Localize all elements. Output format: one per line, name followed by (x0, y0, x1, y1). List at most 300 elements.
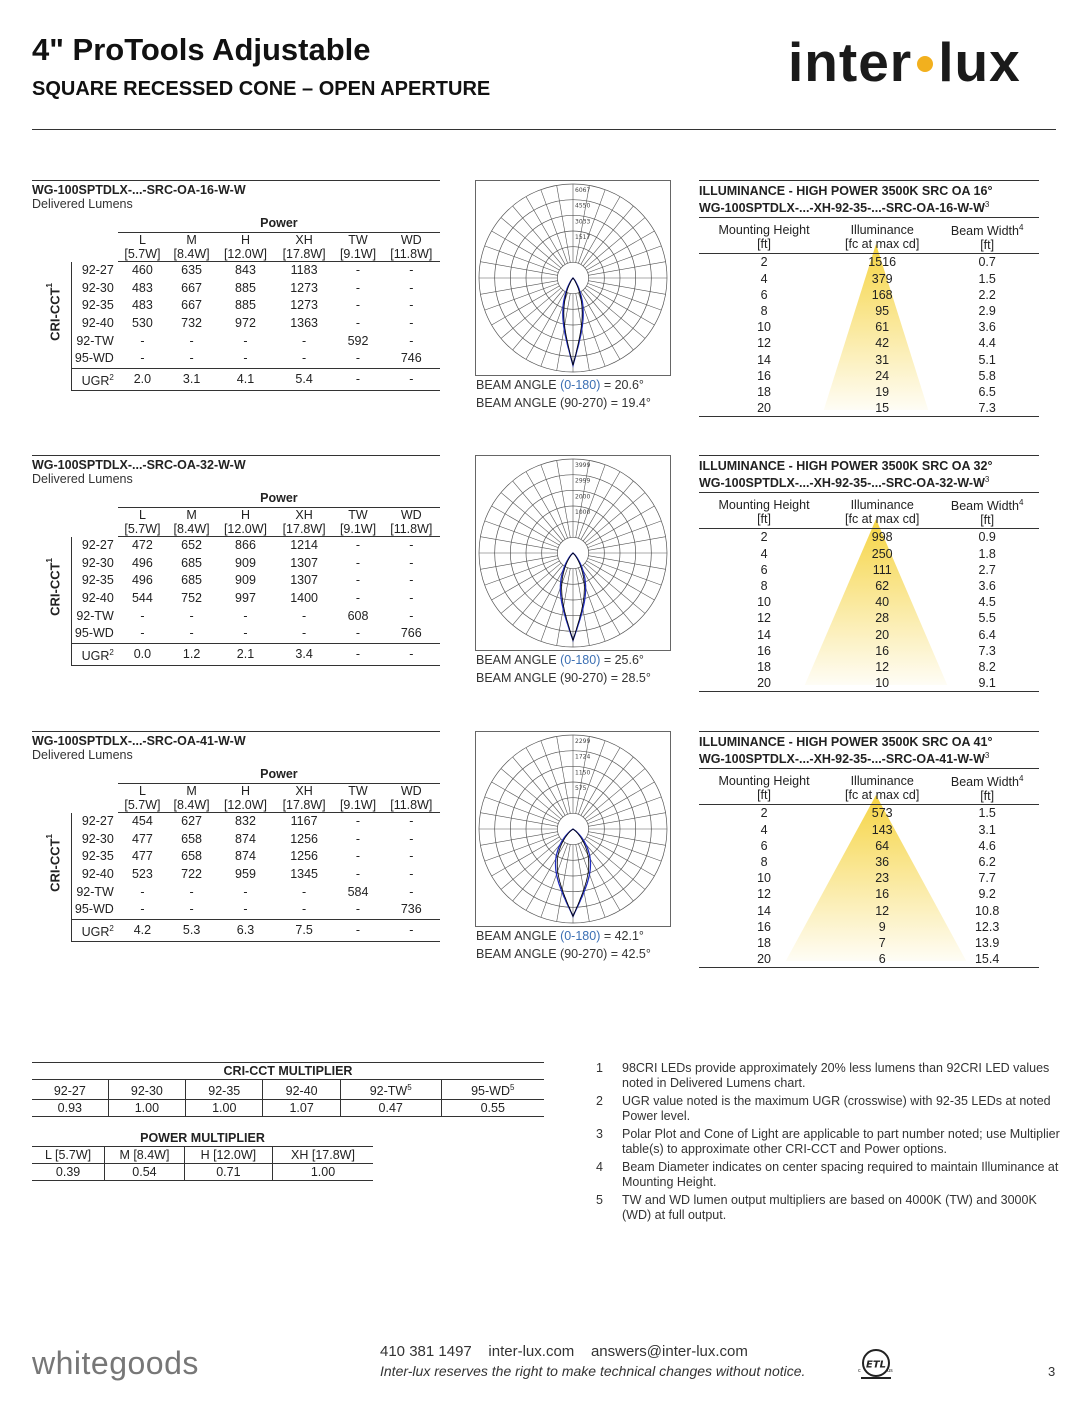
beam-angle-90-270: BEAM ANGLE (90-270) = 28.5° (476, 671, 651, 685)
beam-width: 1.5 (978, 806, 996, 821)
table-row (699, 919, 1039, 935)
illuminance-value: 998 (871, 530, 893, 545)
lumen-value: 496 (131, 555, 153, 570)
table-row (699, 254, 1039, 271)
power-col-watt: [9.1W] (333, 798, 382, 813)
polar-spoke (501, 769, 561, 819)
beam-angles (476, 927, 651, 963)
power-col-code: L (138, 508, 146, 522)
table-row (699, 626, 1039, 642)
table-row (32, 315, 440, 333)
illuminance-value: 250 (871, 546, 893, 561)
table-row (699, 594, 1039, 610)
power-mult-label: M [8.4W] (105, 1147, 185, 1164)
lumen-value: - (189, 884, 194, 899)
cri-mult-value: 0.47 (340, 1100, 441, 1117)
brand-logo (788, 30, 1021, 94)
power-col-watt: [9.1W] (333, 522, 382, 537)
table-row (32, 901, 440, 919)
cri-mult-value: 1.00 (108, 1100, 185, 1117)
power-col-code: L (138, 233, 146, 247)
beam-width: 7.3 (935, 400, 1039, 417)
beam-width: 10.8 (974, 903, 1000, 918)
lumen-value: 608 (347, 608, 369, 623)
footnote: 5 TW and WD lumen output multipliers are based on 4000K (TW) and 3000K (WD) at full output. (596, 1193, 1037, 1222)
row-label: 95-WD (72, 901, 118, 919)
lumen-value: 1273 (290, 298, 319, 313)
power-col-watt: [17.8W] (275, 798, 334, 813)
mounting-height: 14 (757, 352, 771, 367)
beam-width: 13.9 (974, 935, 1000, 950)
mounting-height: 4 (760, 822, 768, 837)
illuminance-value: 23 (875, 871, 890, 886)
page-subtitle: SQUARE RECESSED CONE – OPEN APERTURE (32, 78, 491, 100)
beam-width: 8.2 (978, 659, 996, 674)
power-col-watt: [11.8W] (383, 798, 440, 813)
table-row (699, 384, 1039, 400)
etl-listed-icon (855, 1348, 897, 1380)
lumen-value: - (140, 902, 145, 917)
lumen-value: 885 (235, 280, 256, 295)
lumen-value: - (355, 538, 361, 553)
illuminance-value: 20 (875, 627, 890, 642)
lumen-value: 874 (235, 849, 256, 864)
lumen-value: - (409, 849, 414, 864)
col-mounting-height: Mounting Height [ft] (699, 493, 829, 529)
table-row (32, 537, 440, 555)
footnote: 4 Beam Diameter indicates on center spacing required to maintain Illuminance at Mounting Height. (596, 1160, 1059, 1189)
lumen-value: - (355, 867, 361, 882)
power-col-watt: [5.7W] (118, 247, 167, 262)
delivered-lumens-label: Delivered Lumens (32, 748, 133, 762)
lumen-value: 477 (131, 849, 153, 864)
lumen-value: 635 (181, 263, 203, 278)
lumen-value: 592 (347, 333, 369, 348)
mounting-height: 8 (760, 303, 768, 318)
illuminance-value: 40 (875, 595, 890, 610)
illuminance-value: 16 (875, 887, 890, 902)
table-row (699, 935, 1039, 951)
power-col-watt: [17.8W] (275, 522, 334, 537)
table-row (32, 555, 440, 573)
lumen-value: 832 (235, 814, 256, 829)
ugr-value: - (383, 643, 440, 665)
lumen-value: - (409, 280, 414, 295)
polar-spoke (585, 563, 645, 613)
ugr-value: - (333, 368, 382, 390)
power-multiplier-table (32, 1130, 373, 1181)
header-divider (32, 129, 1056, 130)
table-row (699, 659, 1039, 675)
etl-us-text: us (887, 1368, 893, 1374)
polar-ring-label: 6067 (575, 187, 591, 194)
lumen-value: - (409, 333, 414, 348)
mounting-height: 12 (757, 336, 771, 351)
lumen-value: 1400 (290, 591, 319, 606)
illuminance-title: ILLUMINANCE - HIGH POWER 3500K SRC OA 41° (699, 731, 1039, 749)
lumen-value: - (243, 902, 248, 917)
logo-right-text: lux (938, 31, 1021, 93)
lumen-value: - (409, 298, 414, 313)
polar-ring-label: 2000 (575, 493, 591, 501)
mounting-height: 18 (757, 935, 771, 950)
beam-width: 5.5 (978, 611, 996, 626)
row-label: 92-TW (72, 332, 118, 350)
table-row (699, 546, 1039, 562)
polar-spoke (513, 565, 563, 625)
beam-angle-0-180: BEAM ANGLE (0-180) = 42.1° (476, 929, 644, 943)
beam-width: 5.8 (978, 368, 996, 383)
illuminance-part-number: $WG-100SPTDLX-...-XH-92-35-...-SRC-OA-16-W-W^3$ (699, 200, 990, 216)
mounting-height: 4 (760, 271, 768, 286)
lumen-value: - (409, 591, 414, 606)
ugr-row (32, 919, 440, 941)
illuminance-value: 95 (875, 303, 890, 318)
beam-width: 2.7 (978, 562, 996, 577)
illuminance-title: ILLUMINANCE - HIGH POWER 3500K SRC OA 32° (699, 455, 1039, 473)
illuminance-part-number: $WG-100SPTDLX-...-XH-92-35-...-SRC-OA-41-W-W^3$ (699, 751, 990, 767)
lumen-value: - (355, 573, 361, 588)
delivered-lumens-table (32, 455, 440, 666)
lumen-value: 866 (235, 538, 256, 553)
lumen-value: 909 (235, 555, 256, 570)
beam-width: 6.2 (978, 854, 996, 869)
lumen-value: - (189, 333, 194, 348)
power-col-code: XH (295, 784, 313, 798)
illuminance-value: 1516 (868, 255, 897, 270)
delivered-lumens-table (32, 731, 440, 942)
table-row (32, 831, 440, 849)
lumen-value: - (355, 902, 361, 917)
illuminance-value: 15 (829, 400, 935, 417)
footnotes (596, 1061, 1061, 1226)
polar-plot (475, 731, 671, 927)
mounting-height: 6 (760, 287, 768, 302)
lumen-value: 752 (181, 591, 203, 606)
table-row (32, 625, 440, 643)
beam-width: 5.1 (978, 352, 996, 367)
lumen-value: 909 (235, 573, 256, 588)
illuminance-value: 42 (875, 336, 890, 351)
polar-spoke (585, 493, 645, 543)
lumen-value: - (189, 626, 194, 641)
polar-ring-label: 3999 (575, 462, 591, 469)
lumen-value: - (302, 626, 307, 641)
power-col-code: H (240, 784, 250, 798)
polar-ring-label: 1517 (575, 234, 591, 241)
ugr-value: 7.5 (275, 919, 334, 941)
polar-plot-svg (476, 732, 670, 926)
mounting-height: 2 (760, 806, 768, 821)
power-mult-label: XH [17.8W] (272, 1147, 373, 1164)
lumen-value: - (409, 608, 414, 623)
polar-spoke (583, 565, 633, 625)
table-row (699, 902, 1039, 918)
lumen-value: 472 (131, 538, 153, 553)
col-illuminance: Illuminance [fc at max cd] (829, 218, 935, 254)
lumen-value: - (355, 316, 361, 331)
power-mult-value: 0.71 (184, 1164, 272, 1181)
lumen-value: - (355, 591, 361, 606)
row-label: 92-35 (72, 572, 118, 590)
row-label: 92-30 (72, 831, 118, 849)
mounting-height: 6 (760, 562, 768, 577)
mounting-height: 10 (757, 595, 771, 610)
polar-ring-label: 1150 (575, 769, 591, 777)
lumen-value: 959 (235, 867, 256, 882)
lumen-value: - (355, 626, 361, 641)
lumen-value: - (302, 351, 307, 366)
polar-plot-svg (476, 456, 670, 650)
row-label: 92-35 (72, 297, 118, 315)
mounting-height: 10 (757, 871, 771, 886)
polar-spoke (501, 493, 561, 543)
beam-width: 1.5 (978, 271, 996, 286)
lumen-value: - (355, 280, 361, 295)
polar-spoke (583, 481, 633, 541)
lumen-value: - (302, 608, 307, 623)
lumen-value: - (355, 831, 361, 846)
polar-spoke (501, 563, 561, 613)
illuminance-value: 61 (875, 320, 890, 335)
power-col-watt: [12.0W] (216, 798, 275, 813)
beam-width: 4.6 (978, 838, 996, 853)
illuminance-part-number: $WG-100SPTDLX-...-XH-92-35-...-SRC-OA-32-W-W^3$ (699, 475, 990, 491)
lumen-value: - (409, 884, 414, 899)
beam-width: 4.4 (978, 336, 996, 351)
power-mult-value: 0.54 (105, 1164, 185, 1181)
power-col-watt: [5.7W] (118, 522, 167, 537)
row-label: 92-27 (72, 537, 118, 555)
mounting-height: 16 (757, 643, 771, 658)
table-row (699, 303, 1039, 319)
polar-spoke (583, 206, 633, 266)
beam-width: 3.6 (978, 320, 996, 335)
lumen-value: - (189, 902, 194, 917)
row-label: 92-40 (72, 315, 118, 333)
lumen-value: - (243, 884, 248, 899)
illuminance-value: 28 (875, 611, 890, 626)
polar-ring-label: 1724 (575, 753, 591, 761)
beam-width: 15.4 (935, 951, 1039, 968)
lumen-value: 1307 (290, 555, 319, 570)
mounting-height: 20 (699, 951, 829, 968)
table-row (32, 848, 440, 866)
mounting-height: 20 (699, 400, 829, 417)
power-mult-label: L [5.7W] (32, 1147, 105, 1164)
table-row (699, 805, 1039, 822)
cri-multiplier-title: CRI-CCT MULTIPLIER (32, 1063, 544, 1080)
polar-spoke (501, 218, 561, 268)
cri-mult-label: 92-35 (186, 1080, 263, 1100)
lumen-value: 658 (181, 831, 203, 846)
table-row (699, 886, 1039, 902)
lumen-value: 523 (131, 867, 153, 882)
table-row (32, 262, 440, 280)
lumen-value: 972 (235, 316, 256, 331)
lumen-value: 1345 (290, 867, 319, 882)
illuminance-value: 7 (878, 935, 886, 950)
lumen-value: - (302, 333, 307, 348)
mounting-height: 2 (760, 255, 768, 270)
illuminance-value: 62 (875, 578, 890, 593)
lumen-value: - (189, 608, 194, 623)
ugr-label: UGR$^2$ (72, 368, 118, 390)
table-row (699, 529, 1039, 546)
lumen-value: 1256 (290, 831, 319, 846)
lumen-value: 766 (400, 626, 422, 641)
cri-mult-value: 0.55 (441, 1100, 544, 1117)
table-row (699, 335, 1039, 351)
power-mult-value: 0.39 (32, 1164, 105, 1181)
illuminance-value: 24 (875, 368, 890, 383)
col-illuminance: Illuminance [fc at max cd] (829, 493, 935, 529)
polar-plot (475, 180, 671, 376)
table-row (699, 287, 1039, 303)
lumen-value: 1167 (290, 814, 318, 829)
etl-c-text: c (858, 1368, 861, 1374)
power-col-code: WD (400, 784, 422, 798)
row-label: 92-30 (72, 280, 118, 298)
lumen-value: - (302, 884, 307, 899)
beam-width: 7.3 (978, 643, 996, 658)
table-row (699, 643, 1039, 659)
cri-mult-label: $95-WD^5$ (441, 1080, 544, 1100)
lumen-value: 667 (181, 280, 203, 295)
row-label: 92-30 (72, 555, 118, 573)
cri-mult-label: 92-40 (263, 1080, 340, 1100)
power-col-code: H (240, 508, 250, 522)
illuminance-table (699, 455, 1039, 692)
mounting-height: 16 (757, 919, 771, 934)
power-col-code: M (186, 508, 197, 522)
row-label: 92-40 (72, 590, 118, 608)
ugr-value: 4.1 (216, 368, 275, 390)
illuminance-value: 9 (878, 919, 886, 934)
table-row (699, 610, 1039, 626)
ugr-value: 5.4 (275, 368, 334, 390)
power-col-code: XH (295, 233, 313, 247)
footer-brand: whitegoods (32, 1345, 199, 1381)
table-row (699, 562, 1039, 578)
ugr-value: 2.0 (118, 368, 167, 390)
illuminance-value: 111 (872, 562, 892, 577)
logo-dot-icon (917, 56, 933, 72)
lumen-value: - (355, 849, 361, 864)
footnote: 1 98CRI LEDs provide approximately 20% less lumens than 92CRI LED values noted in Delivered Lumens chart. (596, 1061, 1050, 1090)
beam-width: 12.3 (974, 919, 1000, 934)
mounting-height: 4 (760, 546, 768, 561)
lumen-value: 544 (131, 591, 153, 606)
lumen-value: - (355, 298, 361, 313)
lumen-value: 1273 (290, 280, 319, 295)
col-beam-width: Beam Width$^4$ [ft] (935, 218, 1039, 254)
polar-spoke (501, 288, 561, 338)
power-col-code: WD (400, 233, 422, 247)
mounting-height: 14 (757, 903, 771, 918)
lumen-value: 627 (181, 814, 203, 829)
lumen-value: 483 (131, 298, 153, 313)
illuminance-value: 12 (875, 659, 890, 674)
polar-ring-label: 1000 (575, 509, 591, 516)
lumen-value: 746 (400, 351, 422, 366)
ugr-label: UGR$^2$ (72, 919, 118, 941)
ugr-value: 3.4 (275, 643, 334, 665)
polar-spoke (513, 481, 563, 541)
lumen-value: - (355, 351, 361, 366)
illuminance-value: 31 (875, 352, 890, 367)
cri-cct-axis-label: CRI-CCT$^1$ (44, 834, 62, 893)
lumen-value: 1256 (290, 849, 319, 864)
beam-width: 1.8 (978, 546, 996, 561)
lumen-value: 1214 (290, 538, 319, 553)
illuminance-value: 10 (829, 675, 935, 692)
table-row (32, 350, 440, 368)
table-row (32, 607, 440, 625)
power-col-watt: [9.1W] (333, 247, 382, 262)
lumen-value: - (243, 351, 248, 366)
table-row (32, 332, 440, 350)
power-col-watt: [17.8W] (275, 247, 334, 262)
lumen-value: - (409, 867, 414, 882)
table-row (32, 280, 440, 298)
row-label: 95-WD (72, 625, 118, 643)
power-col-watt: [11.8W] (383, 247, 440, 262)
polar-ring-label: 575 (575, 785, 587, 792)
lumen-value: 496 (131, 573, 153, 588)
footer-contact: 410 381 1497 inter-lux.com answers@inter-lux.com (380, 1343, 748, 1360)
power-mult-value: 1.00 (272, 1164, 373, 1181)
mounting-height: 2 (760, 530, 768, 545)
lumen-value: 477 (131, 831, 153, 846)
cri-mult-label: 92-27 (32, 1080, 108, 1100)
power-col-code: TW (348, 508, 368, 522)
row-label: 92-TW (72, 607, 118, 625)
mounting-height: 20 (699, 675, 829, 692)
lumen-part-number: WG-100SPTDLX-...-SRC-OA-16-W-W (32, 180, 440, 197)
lumen-value: 843 (235, 263, 256, 278)
illuminance-value: 168 (871, 287, 893, 302)
beam-width: 3.1 (978, 822, 996, 837)
beam-width: 9.2 (978, 887, 996, 902)
table-row (699, 271, 1039, 287)
power-col-watt: [8.4W] (167, 247, 216, 262)
col-mounting-height: Mounting Height [ft] (699, 218, 829, 254)
lumen-value: 732 (181, 316, 203, 331)
power-col-watt: [12.0W] (216, 522, 275, 537)
ugr-value: 1.2 (167, 643, 216, 665)
ugr-value: - (383, 368, 440, 390)
table-row (32, 866, 440, 884)
lumen-value: - (189, 351, 194, 366)
power-col-code: TW (348, 784, 368, 798)
beam-angle-90-270: BEAM ANGLE (90-270) = 19.4° (476, 396, 651, 410)
beam-angles (476, 651, 651, 687)
col-beam-width: Beam Width$^4$ [ft] (935, 493, 1039, 529)
power-header: Power (118, 765, 440, 784)
ugr-value: 2.1 (216, 643, 275, 665)
polar-ring-label: 2299 (575, 738, 591, 745)
lumen-value: - (140, 608, 145, 623)
col-beam-width: Beam Width$^4$ [ft] (935, 769, 1039, 805)
table-row (699, 838, 1039, 854)
power-col-code: XH (295, 508, 313, 522)
illuminance-value: 12 (875, 903, 890, 918)
logo-left-text: inter (788, 31, 913, 93)
lumen-value: 530 (131, 316, 153, 331)
footnote: 3 Polar Plot and Cone of Light are applicable to part number noted; use Multiplier table(s) to approximate other CRI-CCT and Power options. (596, 1127, 1060, 1156)
beam-angle-90-270: BEAM ANGLE (90-270) = 42.5° (476, 947, 651, 961)
